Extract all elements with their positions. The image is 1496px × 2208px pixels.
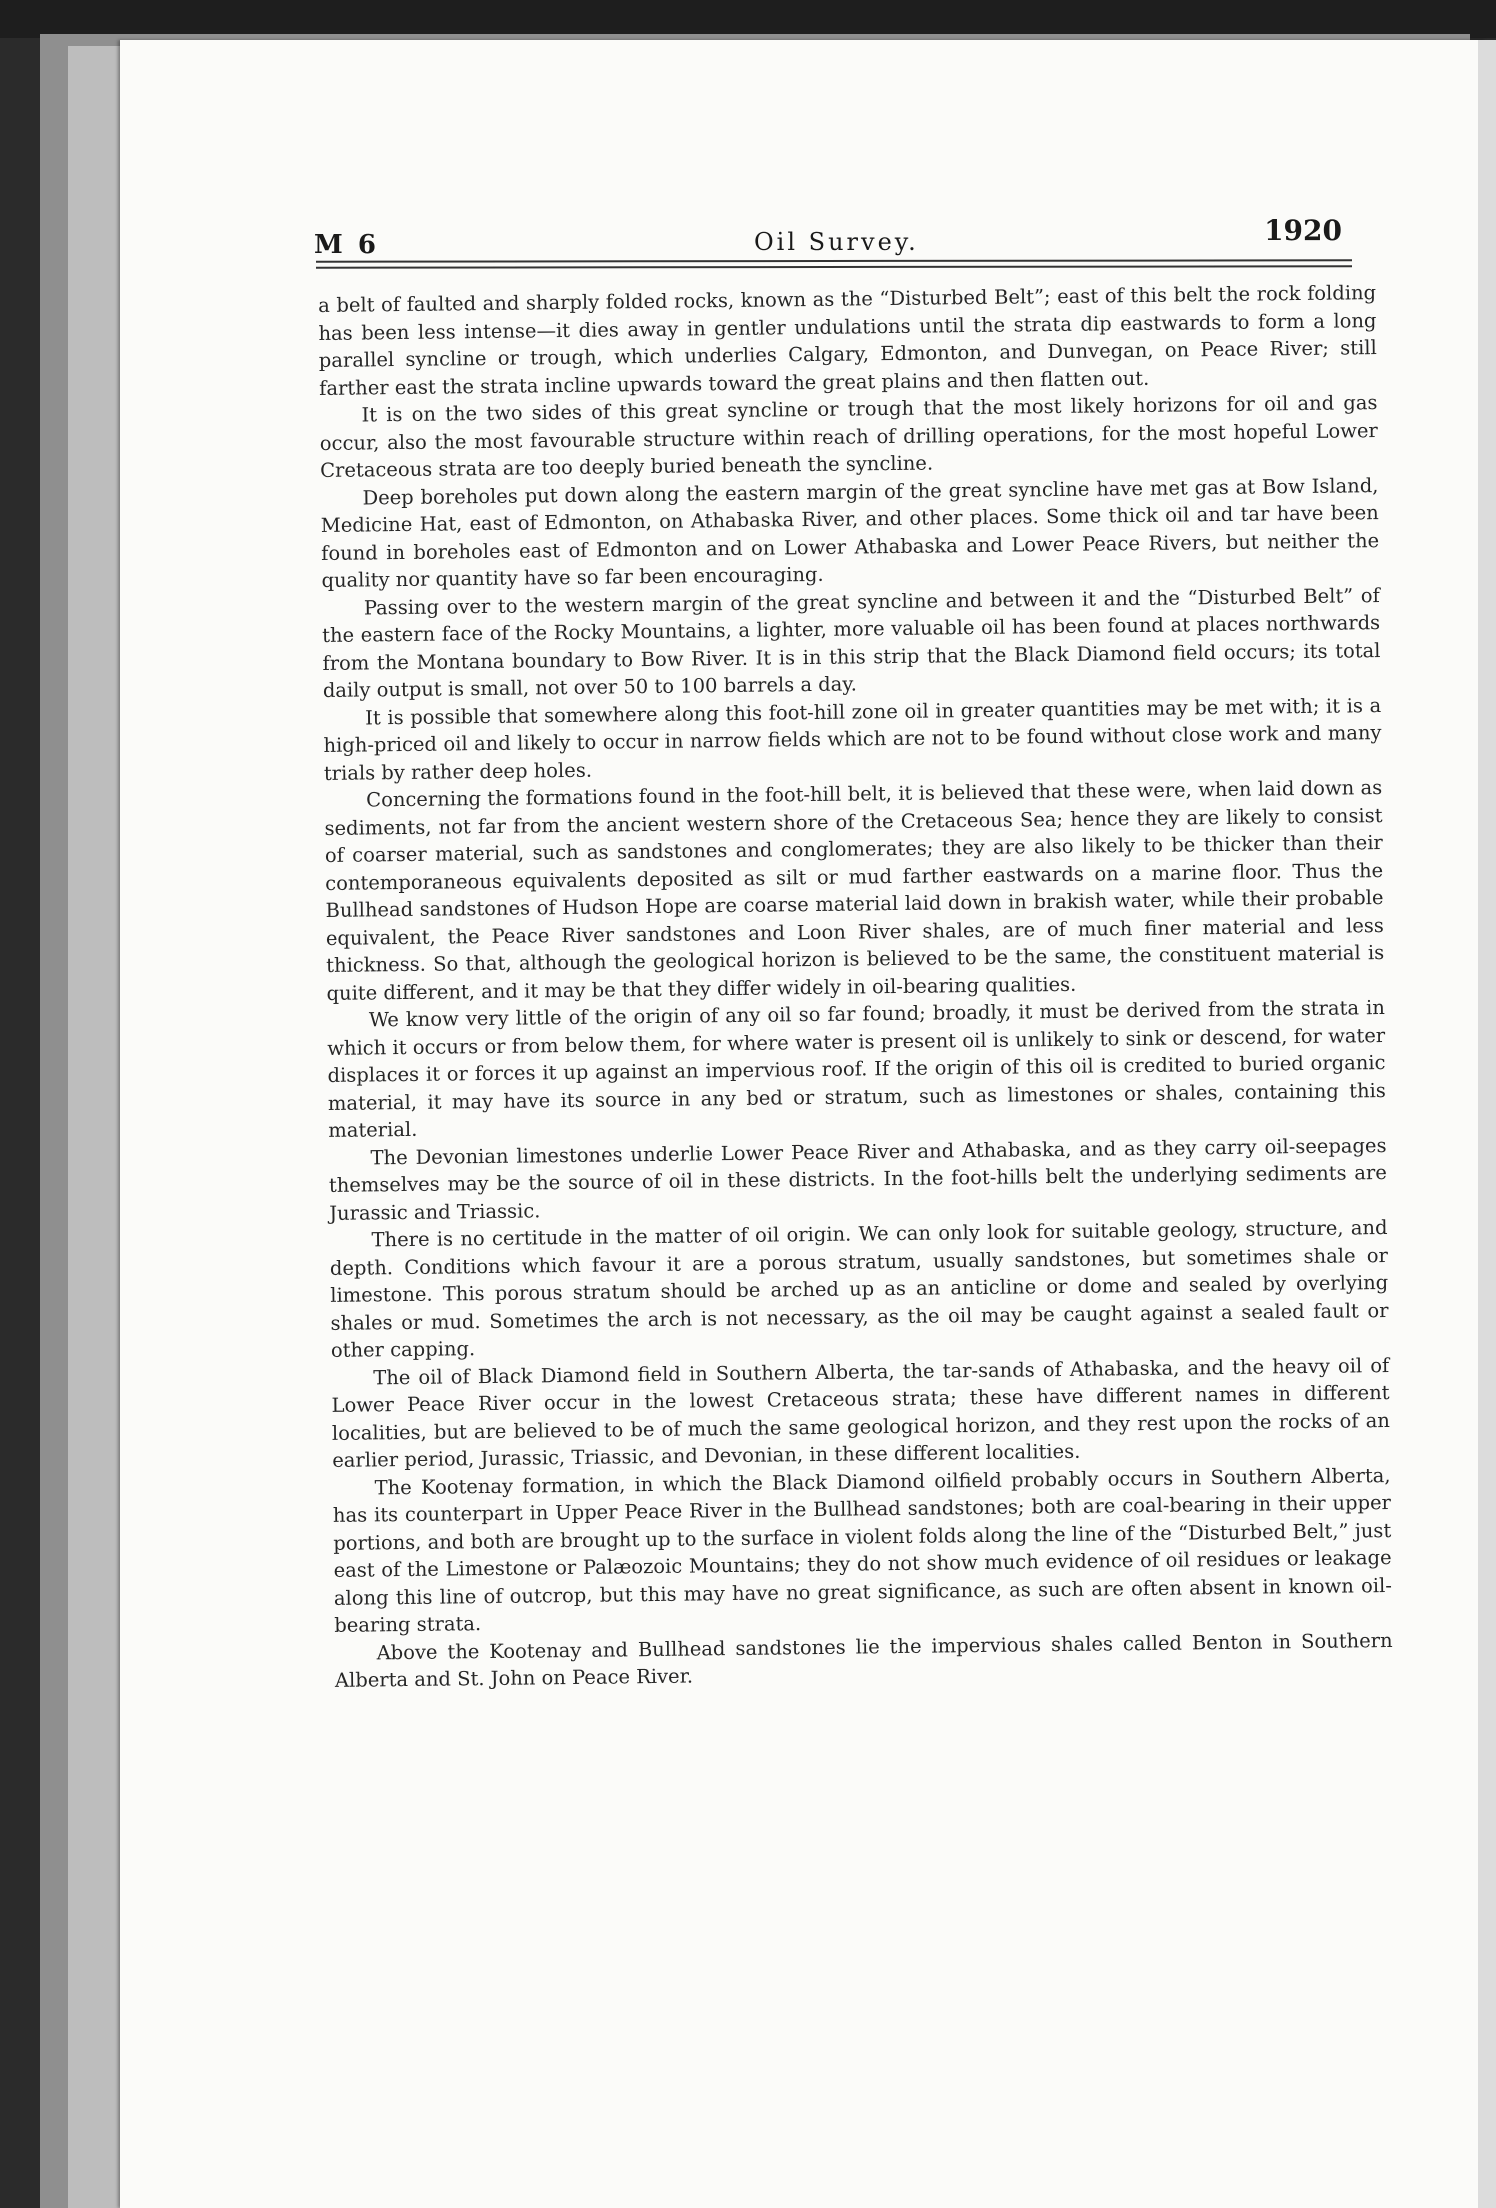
body-text (318, 279, 1393, 1694)
paragraph: There is no certitude in the matter of oil origin. We can only look for suitable geology, structure, and depth. Conditions which favour it are a porous stratum, usually sandstones, but sometimes shale or limestone. This porous stratum should be arched up as an anticline or dome and sealed by overlying shales or mud. Sometimes the arch is not necessary, as the oil may be caught against a sealed fault or other capping. (329, 1216, 1389, 1362)
paragraph: Deep boreholes put down along the eastern margin of the great syncline have met gas at Bow Island, Medicine Hat, east of Edmonton, on Athabaska River, and other places. Some thick oil and tar have been found in boreholes east of Edmonton and on Lower Athabaska and Lower Peace Rivers, but neither the quality nor quantity have so far been encouraging. (320, 473, 1380, 592)
paragraph: The Kootenay formation, in which the Black Diamond oilfield probably occurs in Southern Alberta, has its counterpart in Upper Peace River in the Bullhead sandstones; both are coal-bearing in their upper portions, and both are brought up to the surface in violent folds along the line of the “Disturbed Belt,” just east of the Limestone or Palæozoic Mountains; they do not show much evidence of oil residues or leakage along this line of outcrop, but this may have no great significance, as such are often absent in known oil-bearing strata. (332, 1463, 1393, 1637)
page-folio: M 6 (314, 230, 379, 260)
paragraph: a belt of faulted and sharply folded rocks, known as the “Disturbed Belt”; east of this belt the rock folding has been less intense—it dies away in gentler undulations until the strata dip eastwards to form a long parallel syncline or trough, which underlies Calgary, Edmonton, and Dunvegan, on Peace River; still farther east the strata incline upwards toward the great plains and then flatten out. (318, 281, 1377, 400)
running-title: Oil Survey. (754, 228, 919, 256)
paragraph: Passing over to the western margin of the great syncline and between it and the “Disturbed Belt” of the eastern face of the Rocky Mountains, a lighter, more valuable oil has been found at places northwards from the Montana boundary to Bow River. It is in this strip that the Black Diamond field occurs; its total daily output is small, not over 50 to 100 barrels a day. (322, 583, 1381, 702)
page-right-margin (1478, 40, 1496, 2208)
paragraph: We know very little of the origin of any oil so far found; broadly, it must be derived from the strata in which it occurs or from below them, for where water is present oil is unlikely to sink or descend, for water displaces it or forces it up against an impervious roof. If the origin of this oil is credited to buried organic material, it may have its source in any bed or stratum, such as limestones or shales, containing this material. (327, 996, 1386, 1142)
paragraph: The Devonian limestones underlie Lower Peace River and Athabaska, and as they carry oil-seepages themselves may be the source of oil in these districts. In the foot-hills belt the underlying sediments are Jurassic and Triassic. (328, 1133, 1387, 1225)
paragraph: Above the Kootenay and Bullhead sandstones lie the impervious shales called Benton in Southern Alberta and St. John on Peace River. (334, 1628, 1393, 1692)
paragraph: The oil of Black Diamond field in Southern Alberta, the tar-sands of Athabaska, and the heavy oil of Lower Peace River occur in the lowest Cretaceous strata; these have different names in different localities, but are believed to be of much the same geological horizon, and they rest upon the rocks of an earlier period, Jurassic, Triassic, and Devonian, in these different localities. (331, 1353, 1391, 1472)
page-header (194, 206, 1354, 260)
paragraph: It is possible that somewhere along this foot-hill zone oil in greater quantities may be met with; it is a high-priced oil and likely to occur in narrow fields which are not to be found without close work and many trials by rather deep holes. (323, 693, 1382, 785)
paragraph: It is on the two sides of this great syncline or trough that the most likely horizons for oil and gas occur, also the most favourable structure within reach of drilling operations, for the most hopeful Lower Cretaceous strata are too deeply buried beneath the syncline. (319, 391, 1378, 482)
paragraph: Concerning the formations found in the foot-hill belt, it is believed that these were, when laid down as sediments, not far from the ancient western shore of the Cretaceous Sea; hence they are likely to consist of coarser material, such as sandstones and conglomerates; they are also likely to be thicker than their contemporaneous equivalents deposited as silt or mud farther eastwards on a marine floor. Thus the Bullhead sandstones of Hudson Hope are coarse material laid down in brakish water, while their probable equivalent, the Peace River sandstones and Loon River shales, are of much finer material and less thickness. So that, although the geological horizon is believed to be the same, the constituent material is quite different, and it may be that they differ widely in oil-bearing qualities. (324, 776, 1385, 1005)
scan-background-top (0, 0, 1496, 38)
header-year: 1920 (1264, 214, 1342, 247)
